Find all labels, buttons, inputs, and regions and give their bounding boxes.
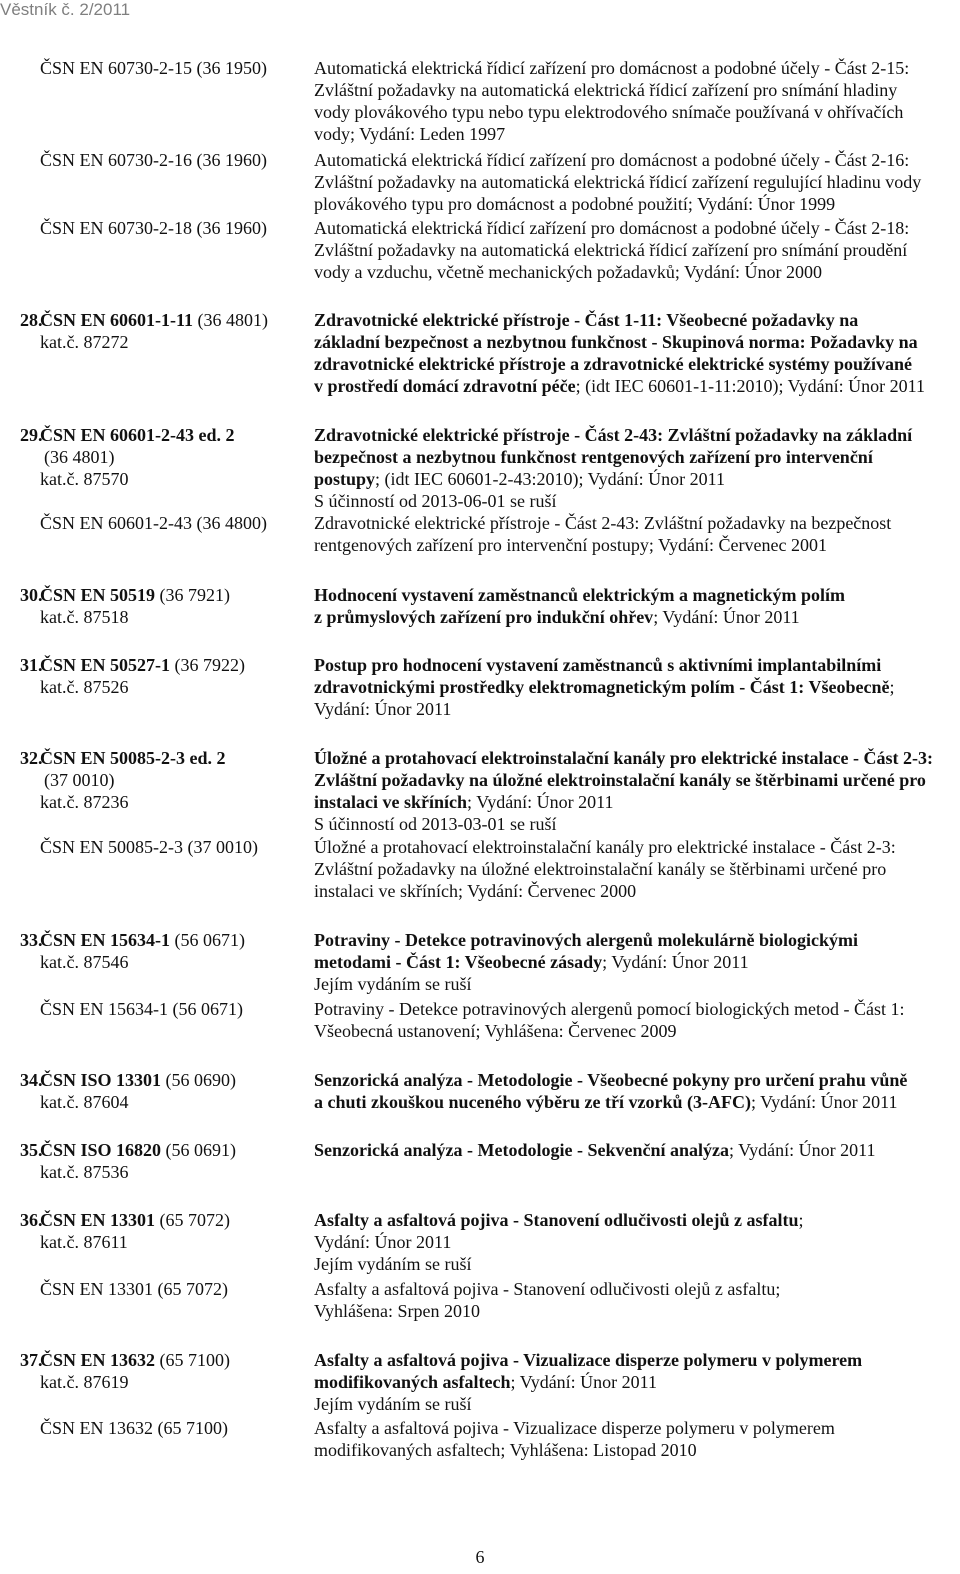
designation-line: [40, 309, 308, 331]
entry-number: 34.: [20, 1070, 43, 1090]
replacement-note: Jejím vydáním se ruší: [314, 974, 472, 994]
title-line: vody; Vydání: Leden 1997: [314, 124, 506, 144]
standard-designation: [40, 998, 308, 1020]
title-line: Zvláštní požadavky na automatická elektrická řídicí zařízení pro snímání proudění: [314, 240, 908, 260]
standard-entry-31: [0, 654, 960, 719]
title-line: [314, 1069, 950, 1091]
standard-title: [314, 747, 950, 835]
title-bold: Asfalty a asfaltová pojiva - Vizualizace disperze polymeru v polymerem: [314, 1350, 863, 1370]
title-line: Automatická elektrická řídicí zařízení pro domácnost a podobné účely - Část 2-16:: [314, 150, 910, 170]
classification-code: (56 0671): [174, 930, 246, 950]
standard-title: [314, 424, 950, 512]
standard-code: ČSN EN 60601-1-11: [40, 310, 194, 330]
standard-entry-35: [0, 1139, 960, 1182]
title-detail: ; Vydání: Únor 2011: [510, 1372, 658, 1392]
title-line: [314, 951, 950, 973]
title-line: Vydání: Únor 2011: [314, 699, 452, 719]
standard-entry-33: [0, 929, 960, 994]
title-line: Asfalty a asfaltová pojiva - Stanovení odlučivosti olejů z asfaltu;: [314, 1279, 781, 1299]
title-line: [314, 747, 950, 769]
title-bold: Asfalty a asfaltová pojiva - Stanovení odlučivosti olejů z asfaltu: [314, 1210, 799, 1230]
standard-code: ČSN EN 13632: [40, 1418, 154, 1438]
title-line: [314, 654, 950, 676]
standard-code: ČSN EN 60730-2-16: [40, 150, 192, 170]
classification-code: (36 1960): [196, 150, 267, 170]
standard-designation: [40, 836, 308, 858]
standard-code: ČSN EN 50085-2-3 ed. 2: [40, 748, 226, 768]
designation-line: [40, 584, 308, 606]
title-line: [314, 676, 950, 698]
title-detail: ; Vydání: Únor 2011: [751, 1092, 898, 1112]
standard-title: [314, 1209, 950, 1275]
title-line: [314, 791, 950, 813]
catalog-number: kat.č. 87604: [40, 1092, 129, 1112]
entry-number: 28.: [20, 310, 43, 330]
title-line: Vydání: Únor 2011: [314, 1232, 452, 1252]
catalog-number: kat.č. 87546: [40, 952, 129, 972]
classification-code: (36 7921): [159, 585, 231, 605]
standard-designation: [40, 309, 308, 353]
title-detail: ; Vydání: Únor 2011: [653, 607, 800, 627]
bulletin-header-title: Věstník č. 2/2011: [0, 0, 131, 19]
designation-line: [40, 1349, 308, 1371]
title-line: vody plovákového typu nebo typu elektrodového snímače používaná v ohřívačích: [314, 102, 904, 122]
title-line: [314, 1139, 950, 1161]
standard-code: ČSN EN 15634-1: [40, 999, 169, 1019]
standard-title: [314, 1069, 950, 1113]
classification-code: (65 7100): [157, 1418, 229, 1438]
title-line: instalaci ve skříních; Vydání: Červenec 2000: [314, 881, 637, 901]
title-line: Úložné a protahovací elektroinstalační kanály pro elektrické instalace - Část 2-3:: [314, 837, 896, 857]
classification-code: (36 4801): [197, 310, 269, 330]
standard-title: [314, 1417, 950, 1461]
catalog-number: kat.č. 87518: [40, 607, 129, 627]
title-bold: bezpečnost a nezbytnou funkčnost rentgenových zařízení pro intervenční: [314, 447, 873, 467]
title-line: Zdravotnické elektrické přístroje - Část 2-43: Zvláštní požadavky na bezpečnost: [314, 513, 892, 533]
standard-title: [314, 1349, 950, 1415]
title-bold: zdravotnickými prostředky elektromagnetickým polím - Část 1: Všeobecně: [314, 677, 890, 697]
classification-code: (36 4801): [44, 447, 115, 467]
designation-line: [40, 998, 308, 1020]
title-line: [314, 331, 950, 353]
validity-note: S účinností od 2013-03-01 se ruší: [314, 814, 557, 834]
title-bold: postupy: [314, 469, 376, 489]
standard-designation: [40, 1069, 308, 1113]
standard-entry-34: [0, 1069, 960, 1112]
standard-code: ČSN EN 13632: [40, 1350, 156, 1370]
title-bold: instalaci ve skříních: [314, 792, 468, 812]
title-line: [314, 1091, 950, 1113]
designation-line: [40, 1209, 308, 1231]
title-bold: Postup pro hodnocení vystavení zaměstnanců s aktivními implantabilními: [314, 655, 882, 675]
title-line: [314, 353, 950, 375]
standard-code: ČSN EN 13301: [40, 1279, 154, 1299]
standard-designation: [40, 512, 308, 534]
standard-designation: [40, 747, 308, 813]
designation-line: [40, 1139, 308, 1161]
title-line: Zvláštní požadavky na úložné elektroinstalační kanály se štěrbinami určené pro: [314, 859, 887, 879]
title-line: [314, 309, 950, 331]
standard-designation: [40, 929, 308, 973]
standard-designation: [40, 584, 308, 628]
title-detail: ; (idt IEC 60601-2-43:2010); Vydání: Únor 2011: [375, 469, 726, 489]
classification-code: (36 4800): [196, 513, 267, 533]
designation-line: [40, 512, 308, 534]
standard-title: [314, 654, 950, 720]
replaced-standard-entry: [0, 149, 960, 214]
classification-code: (36 1950): [196, 58, 267, 78]
standard-title: [314, 836, 950, 902]
title-line: modifikovaných asfaltech; Vyhlášena: Listopad 2010: [314, 1440, 697, 1460]
title-line: Všeobecná ustanovení; Vyhlášena: Červenec 2009: [314, 1021, 677, 1041]
validity-note: S účinností od 2013-06-01 se ruší: [314, 491, 557, 511]
standard-code: ČSN EN 13301: [40, 1210, 156, 1230]
replaced-standard-entry: [0, 512, 960, 555]
entry-number: 29.: [20, 425, 43, 445]
entry-number: 35.: [20, 1140, 43, 1160]
standard-title: [314, 1278, 950, 1322]
title-line: [314, 606, 950, 628]
title-line: Vyhlášena: Srpen 2010: [314, 1301, 480, 1321]
title-detail: ; (idt IEC 60601-1-11:2010); Vydání: Únor 2011: [575, 376, 925, 396]
entry-number: 33.: [20, 930, 43, 950]
title-bold: základní bezpečnost a nezbytnou funkčnost - Skupinová norma: Požadavky na: [314, 332, 918, 352]
title-bold: a chuti zkouškou nuceného výběru ze tří vzorků (3-AFC): [314, 1092, 751, 1112]
title-bold: Senzorická analýza - Metodologie - Sekvenční analýza: [314, 1140, 729, 1160]
standard-title: [314, 149, 950, 215]
classification-code: (65 7072): [157, 1279, 229, 1299]
title-bold: metodami - Část 1: Všeobecné zásady: [314, 952, 603, 972]
replacement-note: Jejím vydáním se ruší: [314, 1394, 472, 1414]
designation-line: [40, 929, 308, 951]
standard-code: ČSN ISO 13301: [40, 1070, 162, 1090]
standard-designation: [40, 1349, 308, 1393]
designation-line: [40, 1278, 308, 1300]
designation-line: [40, 747, 308, 769]
replaced-standard-entry: [0, 1278, 960, 1321]
standard-entry-36: [0, 1209, 960, 1274]
title-line: Zvláštní požadavky na automatická elektrická řídicí zařízení pro snímání hladiny: [314, 80, 898, 100]
designation-line: [40, 654, 308, 676]
designation-line: [40, 836, 308, 858]
title-line: [314, 1209, 950, 1231]
title-line: Automatická elektrická řídicí zařízení pro domácnost a podobné účely - Část 2-15:: [314, 58, 910, 78]
title-line: [314, 424, 950, 446]
standard-title: [314, 998, 950, 1042]
classification-code: (56 0671): [172, 999, 244, 1019]
standard-entry-29: [0, 424, 960, 511]
entry-number: 37.: [20, 1350, 43, 1370]
title-line: Automatická elektrická řídicí zařízení pro domácnost a podobné účely - Část 2-18:: [314, 218, 910, 238]
classification-code: (37 0010): [187, 837, 258, 857]
standard-title: [314, 217, 950, 283]
title-detail: ; Vydání: Únor 2011: [602, 952, 749, 972]
title-bold: Zdravotnické elektrické přístroje - Část 2-43: Zvláštní požadavky na základní: [314, 425, 913, 445]
title-line: [314, 929, 950, 951]
title-line: [314, 584, 950, 606]
standard-entry-30: [0, 584, 960, 627]
title-bold: Zdravotnické elektrické přístroje - Část 1-11: Všeobecné požadavky na: [314, 310, 859, 330]
standard-title: [314, 512, 950, 556]
title-bold: v prostředí domácí zdravotní péče: [314, 376, 576, 396]
designation-line: [40, 1069, 308, 1091]
entry-number: 31.: [20, 655, 43, 675]
replaced-standard-entry: [0, 57, 960, 144]
title-line: [314, 1349, 950, 1371]
title-bold: modifikovaných asfaltech: [314, 1372, 511, 1392]
catalog-number: kat.č. 87619: [40, 1372, 129, 1392]
title-line: Zvláštní požadavky na automatická elektrická řídicí zařízení regulující hladinu vody: [314, 172, 922, 192]
standard-code: ČSN EN 50519: [40, 585, 156, 605]
standard-title: [314, 57, 950, 145]
title-bold: z průmyslových zařízení pro indukční ohřev: [314, 607, 654, 627]
catalog-number: kat.č. 87536: [40, 1162, 129, 1182]
standard-title: [314, 929, 950, 995]
title-line: [314, 468, 950, 490]
classification-code: (36 1960): [196, 218, 267, 238]
title-line: [314, 769, 950, 791]
title-detail: ; Vydání: Únor 2011: [467, 792, 614, 812]
entry-number: 36.: [20, 1210, 43, 1230]
standard-designation: [40, 1209, 308, 1253]
standard-designation: [40, 57, 308, 79]
title-bold: Potraviny - Detekce potravinových alergenů molekulárně biologickými: [314, 930, 858, 950]
standard-code: ČSN EN 15634-1: [40, 930, 171, 950]
page-number: 6: [475, 1547, 485, 1567]
replaced-standard-entry: [0, 998, 960, 1041]
classification-code: (65 7072): [159, 1210, 231, 1230]
title-line: [314, 1371, 950, 1393]
title-line: vody a vzduchu, včetně mechanických požadavků; Vydání: Únor 2000: [314, 262, 823, 282]
standard-code: ČSN EN 50085-2-3: [40, 837, 183, 857]
standard-entry-28: [0, 309, 960, 396]
standard-entry-32: [0, 747, 960, 834]
title-bold: Senzorická analýza - Metodologie - Všeobecné pokyny pro určení prahu vůně: [314, 1070, 908, 1090]
standard-title: [314, 1139, 950, 1161]
classification-code: (56 0691): [165, 1140, 237, 1160]
designation-line: [40, 217, 308, 239]
standard-title: [314, 309, 950, 397]
designation-line: [40, 424, 308, 446]
title-bold: Hodnocení vystavení zaměstnanců elektrickým a magnetickým polím: [314, 585, 845, 605]
standard-code: ČSN EN 60730-2-18: [40, 218, 192, 238]
title-bold: Zvláštní požadavky na úložné elektroinstalační kanály se štěrbinami určené pro: [314, 770, 926, 790]
standard-designation: [40, 1139, 308, 1183]
title-bold: Úložné a protahovací elektroinstalační kanály pro elektrické instalace - Část 2-3:: [314, 748, 933, 768]
title-detail: ; Vydání: Únor 2011: [728, 1140, 876, 1160]
standard-designation: [40, 1417, 308, 1439]
standard-designation: [40, 149, 308, 171]
classification-code: (65 7100): [159, 1350, 231, 1370]
title-line: rentgenových zařízení pro intervenční postupy; Vydání: Červenec 2001: [314, 535, 828, 555]
standard-code: ČSN EN 60730-2-15: [40, 58, 192, 78]
catalog-number: kat.č. 87272: [40, 332, 129, 352]
replacement-note: Jejím vydáním se ruší: [314, 1254, 472, 1274]
standard-code: ČSN EN 60601-2-43 ed. 2: [40, 425, 235, 445]
catalog-number: kat.č. 87526: [40, 677, 129, 697]
catalog-number: kat.č. 87236: [40, 792, 129, 812]
standard-code: ČSN ISO 16820: [40, 1140, 162, 1160]
standard-designation: [40, 217, 308, 239]
replaced-standard-entry: [0, 217, 960, 282]
catalog-number: kat.č. 87570: [40, 469, 129, 489]
designation-line: [40, 149, 308, 171]
title-detail: ;: [798, 1210, 804, 1230]
classification-code: (37 0010): [44, 770, 115, 790]
designation-line: [40, 57, 308, 79]
standard-entry-37: [0, 1349, 960, 1414]
title-line: plovákového typu pro domácnost a podobné použití; Vydání: Únor 1999: [314, 194, 836, 214]
classification-code: (36 7922): [174, 655, 246, 675]
classification-code: (56 0690): [165, 1070, 237, 1090]
designation-line: [40, 1417, 308, 1439]
title-line: Potraviny - Detekce potravinových alergenů pomocí biologických metod - Část 1:: [314, 999, 905, 1019]
standard-designation: [40, 1278, 308, 1300]
catalog-number: kat.č. 87611: [40, 1232, 128, 1252]
standard-code: ČSN EN 60601-2-43: [40, 513, 192, 533]
standard-designation: [40, 654, 308, 698]
title-line: [314, 375, 950, 397]
title-line: [314, 446, 950, 468]
replaced-standard-entry: [0, 1417, 960, 1460]
replaced-standard-entry: [0, 836, 960, 901]
standard-code: ČSN EN 50527-1: [40, 655, 171, 675]
title-bold: zdravotnické elektrické přístroje a zdravotnické elektrické systémy používané: [314, 354, 913, 374]
entry-number: 30.: [20, 585, 43, 605]
title-detail: ;: [889, 677, 895, 697]
entry-number: 32.: [20, 748, 43, 768]
standard-designation: [40, 424, 308, 490]
title-line: Asfalty a asfaltová pojiva - Vizualizace disperze polymeru v polymerem: [314, 1418, 835, 1438]
standard-title: [314, 584, 950, 628]
